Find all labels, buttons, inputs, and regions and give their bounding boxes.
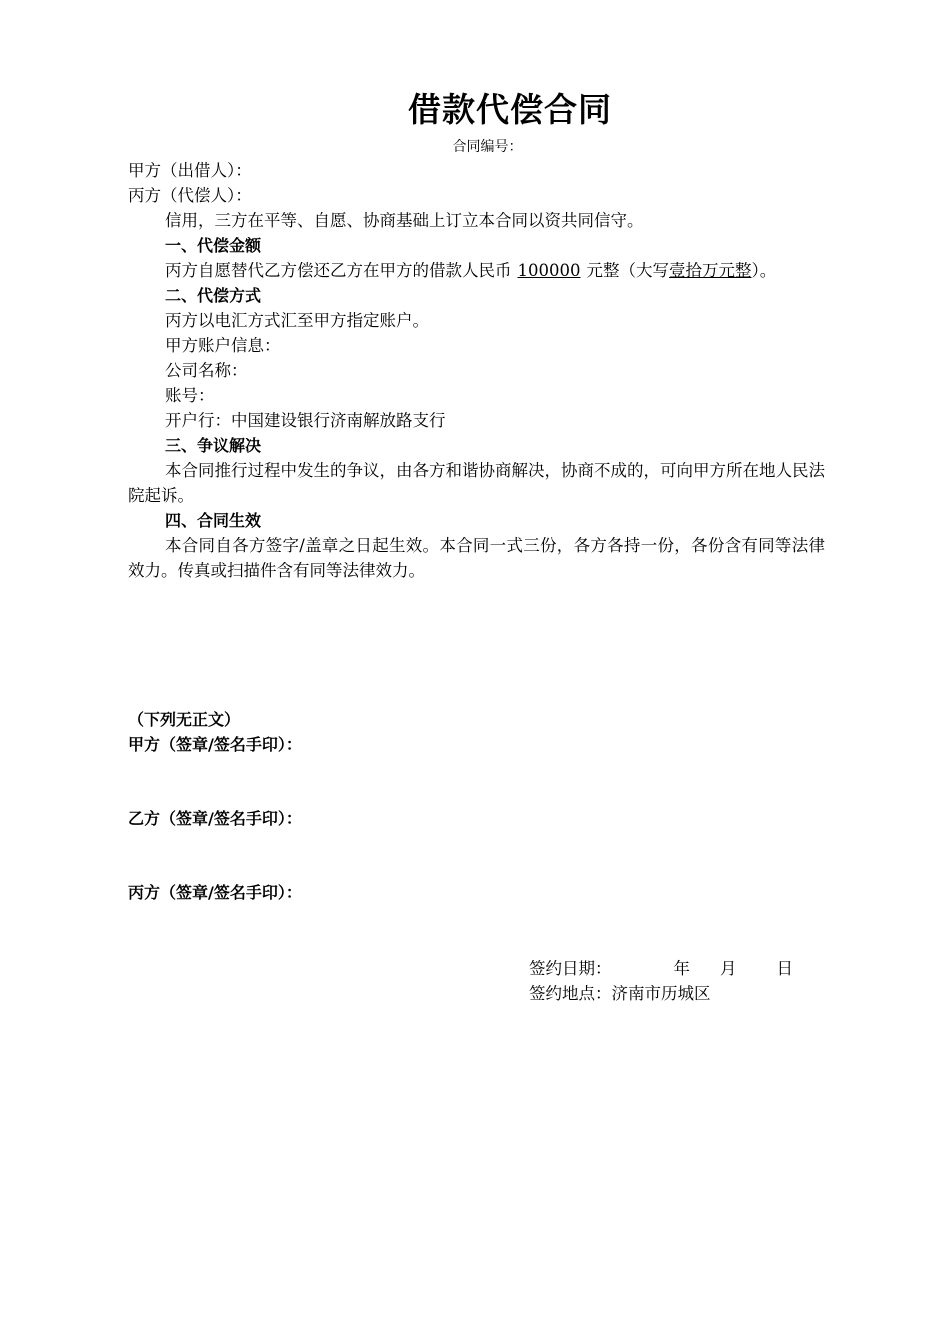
signing-place: 签约地点：济南市历城区 [529, 984, 711, 1003]
amount-text-suffix: ）。 [751, 261, 777, 280]
signature-party-c: 丙方（签章/签名手印）： [128, 883, 302, 902]
signing-meta [529, 956, 849, 1006]
amount-paragraph [128, 258, 825, 283]
signing-date-label: 签约日期： [529, 959, 612, 978]
party-a-line: 甲方（出借人）： [128, 161, 252, 180]
signing-date-line [529, 956, 849, 981]
party-c-line: 丙方（代偿人）： [128, 186, 252, 205]
section-heading-effect: 四、合同生效 [165, 511, 262, 530]
preamble: 信用，三方在平等、自愿、协商基础上订立本合同以资共同信守。 [165, 211, 644, 230]
effect-paragraph: 本合同自各方签字/盖章之日起生效。本合同一式三份，各方各持一份，各份含有同等法律效力。传真或扫描件含有同等法律效力。 [128, 536, 825, 580]
contract-body [128, 158, 825, 583]
month-label: 月 [720, 959, 737, 978]
amount-text-mid: 元整（大写 [586, 261, 669, 280]
section-heading-dispute: 三、争议解决 [165, 436, 262, 455]
section-heading-method: 二、代偿方式 [165, 286, 262, 305]
signature-block [128, 707, 628, 905]
loan-amount: 100000 [517, 261, 581, 280]
document-title: 借款代偿合同 [408, 90, 612, 129]
bank-line: 开户行：中国建设银行济南解放路支行 [165, 411, 446, 430]
year-label: 年 [673, 959, 690, 978]
day-label: 日 [776, 959, 793, 978]
signature-party-b: 乙方（签章/签名手印）： [128, 809, 302, 828]
no-more-text: （下列无正文） [128, 710, 241, 729]
amount-text-prefix: 丙方自愿替代乙方偿还乙方在甲方的借款人民币 [165, 261, 512, 280]
amount-in-words: 壹拾万元整 [669, 261, 752, 280]
account-number-label: 账号： [165, 386, 215, 405]
signature-party-a: 甲方（签章/签名手印）： [128, 735, 302, 754]
contract-number-label: 合同编号： [452, 139, 523, 155]
dispute-paragraph: 本合同推行过程中发生的争议，由各方和谐协商解决，协商不成的，可向甲方所在地人民法院起诉。 [128, 461, 825, 505]
method-line: 丙方以电汇方式汇至甲方指定账户。 [165, 311, 429, 330]
account-info-label: 甲方账户信息： [165, 336, 281, 355]
section-heading-amount: 一、代偿金额 [165, 236, 262, 255]
company-name-label: 公司名称： [165, 361, 248, 380]
